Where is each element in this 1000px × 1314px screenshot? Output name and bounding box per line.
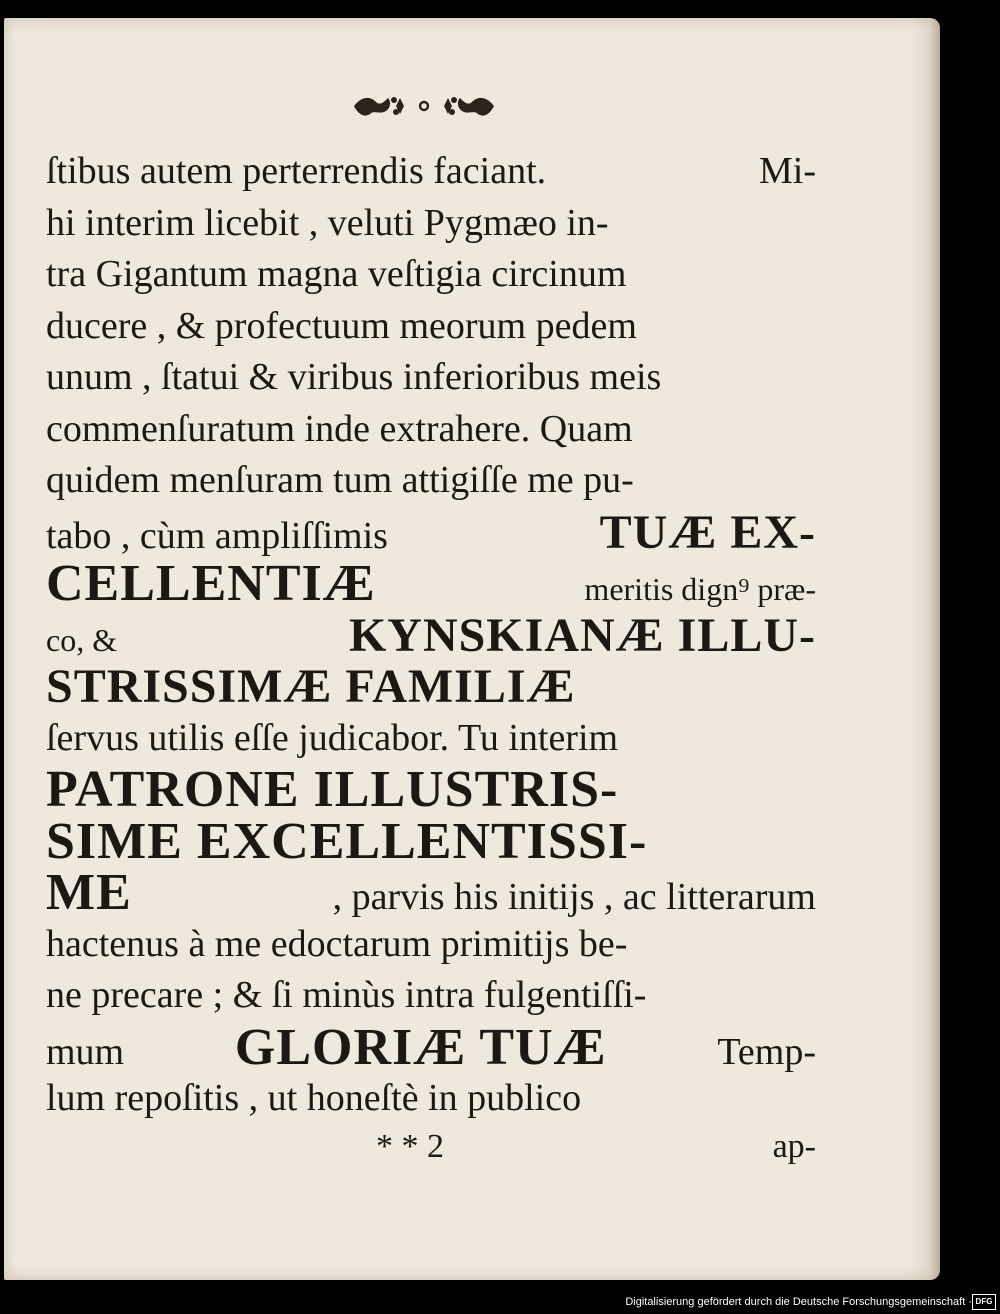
text-segment: Temp- bbox=[717, 1030, 816, 1073]
text-line bbox=[46, 146, 816, 198]
text-line bbox=[46, 970, 816, 1022]
capitals-segment: KYNSKIANÆ ILLU- bbox=[348, 608, 816, 662]
text-line bbox=[46, 1073, 816, 1125]
text-line bbox=[46, 713, 816, 765]
capitals-segment: SIME EXCELLENTISSI- bbox=[46, 812, 648, 870]
text-line bbox=[46, 864, 816, 921]
text-segment: ducere , & profectuum meorum pedem bbox=[46, 304, 637, 347]
text-segment: mum bbox=[46, 1030, 125, 1073]
text-line bbox=[46, 198, 816, 250]
text-line bbox=[46, 352, 816, 404]
text-line bbox=[46, 404, 816, 456]
headpiece-ornament-icon bbox=[344, 88, 504, 124]
text-segment: ſtibus autem perterrendis faciant. bbox=[46, 150, 547, 192]
text-segment: ne precare ; & ſi minùs intra fulgentiſſi- bbox=[46, 974, 647, 1016]
body-text bbox=[46, 146, 816, 1125]
book-page bbox=[4, 18, 940, 1280]
capitals-segment: CELLENTIÆ bbox=[46, 555, 376, 612]
text-line bbox=[46, 919, 816, 971]
text-segment: co, & bbox=[46, 621, 118, 658]
text-segment: ſervus utilis eſſe judicabor. Tu interim bbox=[46, 716, 619, 759]
text-line bbox=[46, 249, 816, 301]
text-segment: tra Gigantum magna veſtigia circinum bbox=[46, 253, 627, 295]
capitals-segment: STRISSIMÆ FAMILIÆ bbox=[46, 660, 576, 713]
text-segment: lum repoſitis , ut honeſtè in publico bbox=[46, 1077, 582, 1119]
capitals-segment: ME bbox=[46, 864, 132, 921]
text-segment: , parvis his initijs , ac litterarum bbox=[332, 876, 816, 918]
text-line bbox=[46, 507, 816, 559]
text-line bbox=[46, 301, 816, 353]
capitals-segment: PATRONE ILLUSTRIS- bbox=[46, 761, 619, 818]
text-line bbox=[46, 455, 816, 507]
digitization-credit: Digitalisierung gefördert durch die Deutsche Forschungsgemeinschaft · bbox=[625, 1296, 972, 1308]
text-line bbox=[46, 812, 816, 870]
text-segment: quidem menſuram tum attigiſſe me pu- bbox=[46, 459, 634, 501]
text-line bbox=[46, 555, 816, 612]
capitals-segment: TUÆ EX- bbox=[599, 505, 816, 559]
text-segment: hi interim licebit , veluti Pygmæo in- bbox=[46, 201, 609, 244]
text-segment: meritis dign⁹ præ- bbox=[584, 571, 816, 607]
catchword: ap- bbox=[772, 1128, 816, 1165]
text-line bbox=[46, 610, 816, 662]
signature-mark: * * 2 bbox=[376, 1128, 444, 1165]
page-footer bbox=[46, 1128, 816, 1168]
page-edge-shadow bbox=[930, 18, 940, 1280]
text-segment: commenſuratum inde extrahere. Quam bbox=[46, 407, 633, 450]
text-segment: unum , ſtatui & viribus inferioribus meis bbox=[46, 356, 662, 398]
text-segment: hactenus à me edoctarum primitijs be- bbox=[46, 922, 628, 965]
capitals-segment: GLORIÆ TUÆ bbox=[234, 1018, 607, 1076]
text-segment: tabo , cùm ampliſſimis bbox=[46, 514, 388, 557]
text-line bbox=[46, 761, 816, 818]
dfg-logo: DFG bbox=[972, 1294, 996, 1310]
text-line bbox=[46, 661, 816, 713]
text-line bbox=[46, 1018, 816, 1076]
text-segment: Mi- bbox=[759, 150, 816, 192]
